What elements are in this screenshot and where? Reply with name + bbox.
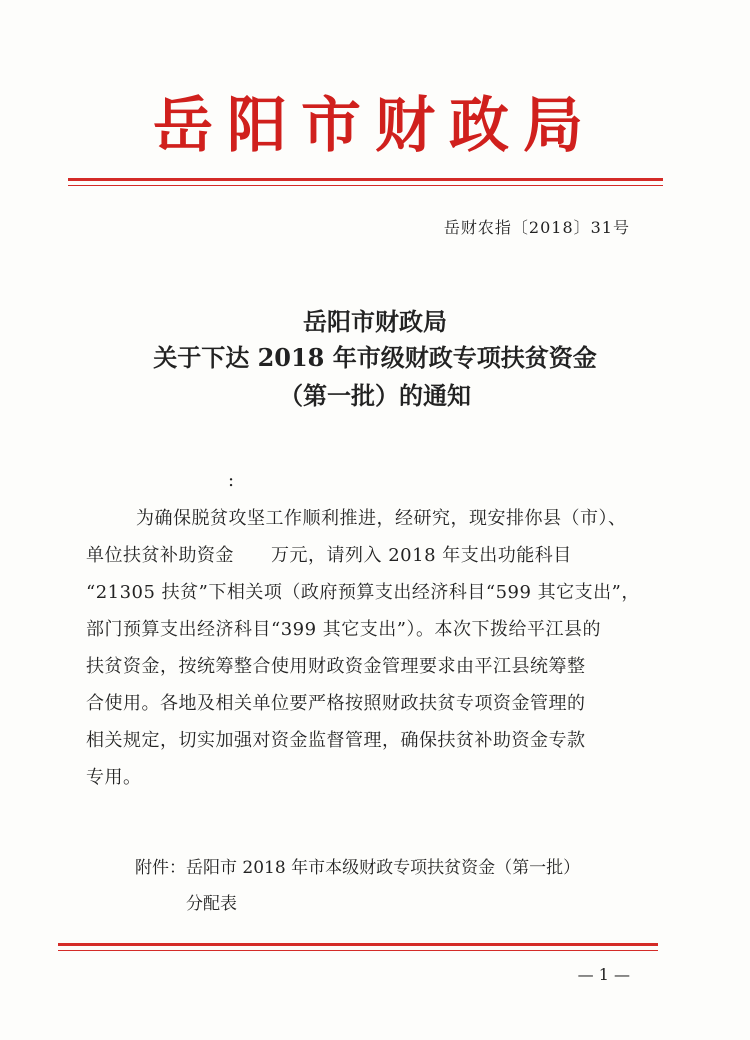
notice-title-line-3: （第一批）的通知 [279, 381, 471, 410]
body-line: “21305 扶贫”下相关项（政府预算支出经济科目“599 其它支出”， [86, 582, 640, 603]
page-number: — 1 — [577, 965, 630, 984]
notice-title-line-1: 岳阳市财政局 [303, 307, 447, 336]
body-line: 扶贫资金，按统筹整合使用财政资金管理要求由平江县统筹整 [86, 656, 586, 677]
notice-title-line-2: 关于下达 2018 年市级财政专项扶贫资金 [153, 343, 597, 372]
body-line: 合使用。各地及相关单位要严格按照财政扶贫专项资金管理的 [86, 693, 586, 714]
body-line: 部门预算支出经济科目“399 其它支出”）。本次下拨给平江县的 [86, 619, 601, 640]
body-line: 单位扶贫补助资金 万元，请列入 2018 年支出功能科目 [86, 545, 572, 566]
body-line: 专用。 [86, 767, 142, 788]
header-red-rule-thin [68, 185, 663, 186]
body-line: 为确保脱贫攻坚工作顺利推进，经研究，现安排你县（市）、 [136, 508, 627, 529]
header-red-rule-thick [68, 178, 663, 181]
attachment-note [135, 850, 580, 922]
salutation: : [228, 470, 235, 491]
attachment-label: 附件： [135, 858, 186, 878]
document-number: 岳财农指〔2018〕31号 [443, 218, 630, 237]
body-paragraph [86, 500, 640, 796]
footer-red-rule-thin [58, 950, 658, 951]
issuing-authority-header: 岳阳市财政局 [153, 91, 597, 161]
footer-red-rule-thick [58, 943, 658, 946]
attachment-title-continued: 分配表 [186, 894, 237, 914]
attachment-title: 岳阳市 2018 年市本级财政专项扶贫资金（第一批） [186, 858, 581, 878]
body-line: 相关规定，切实加强对资金监督管理，确保扶贫补助资金专款 [86, 730, 586, 751]
